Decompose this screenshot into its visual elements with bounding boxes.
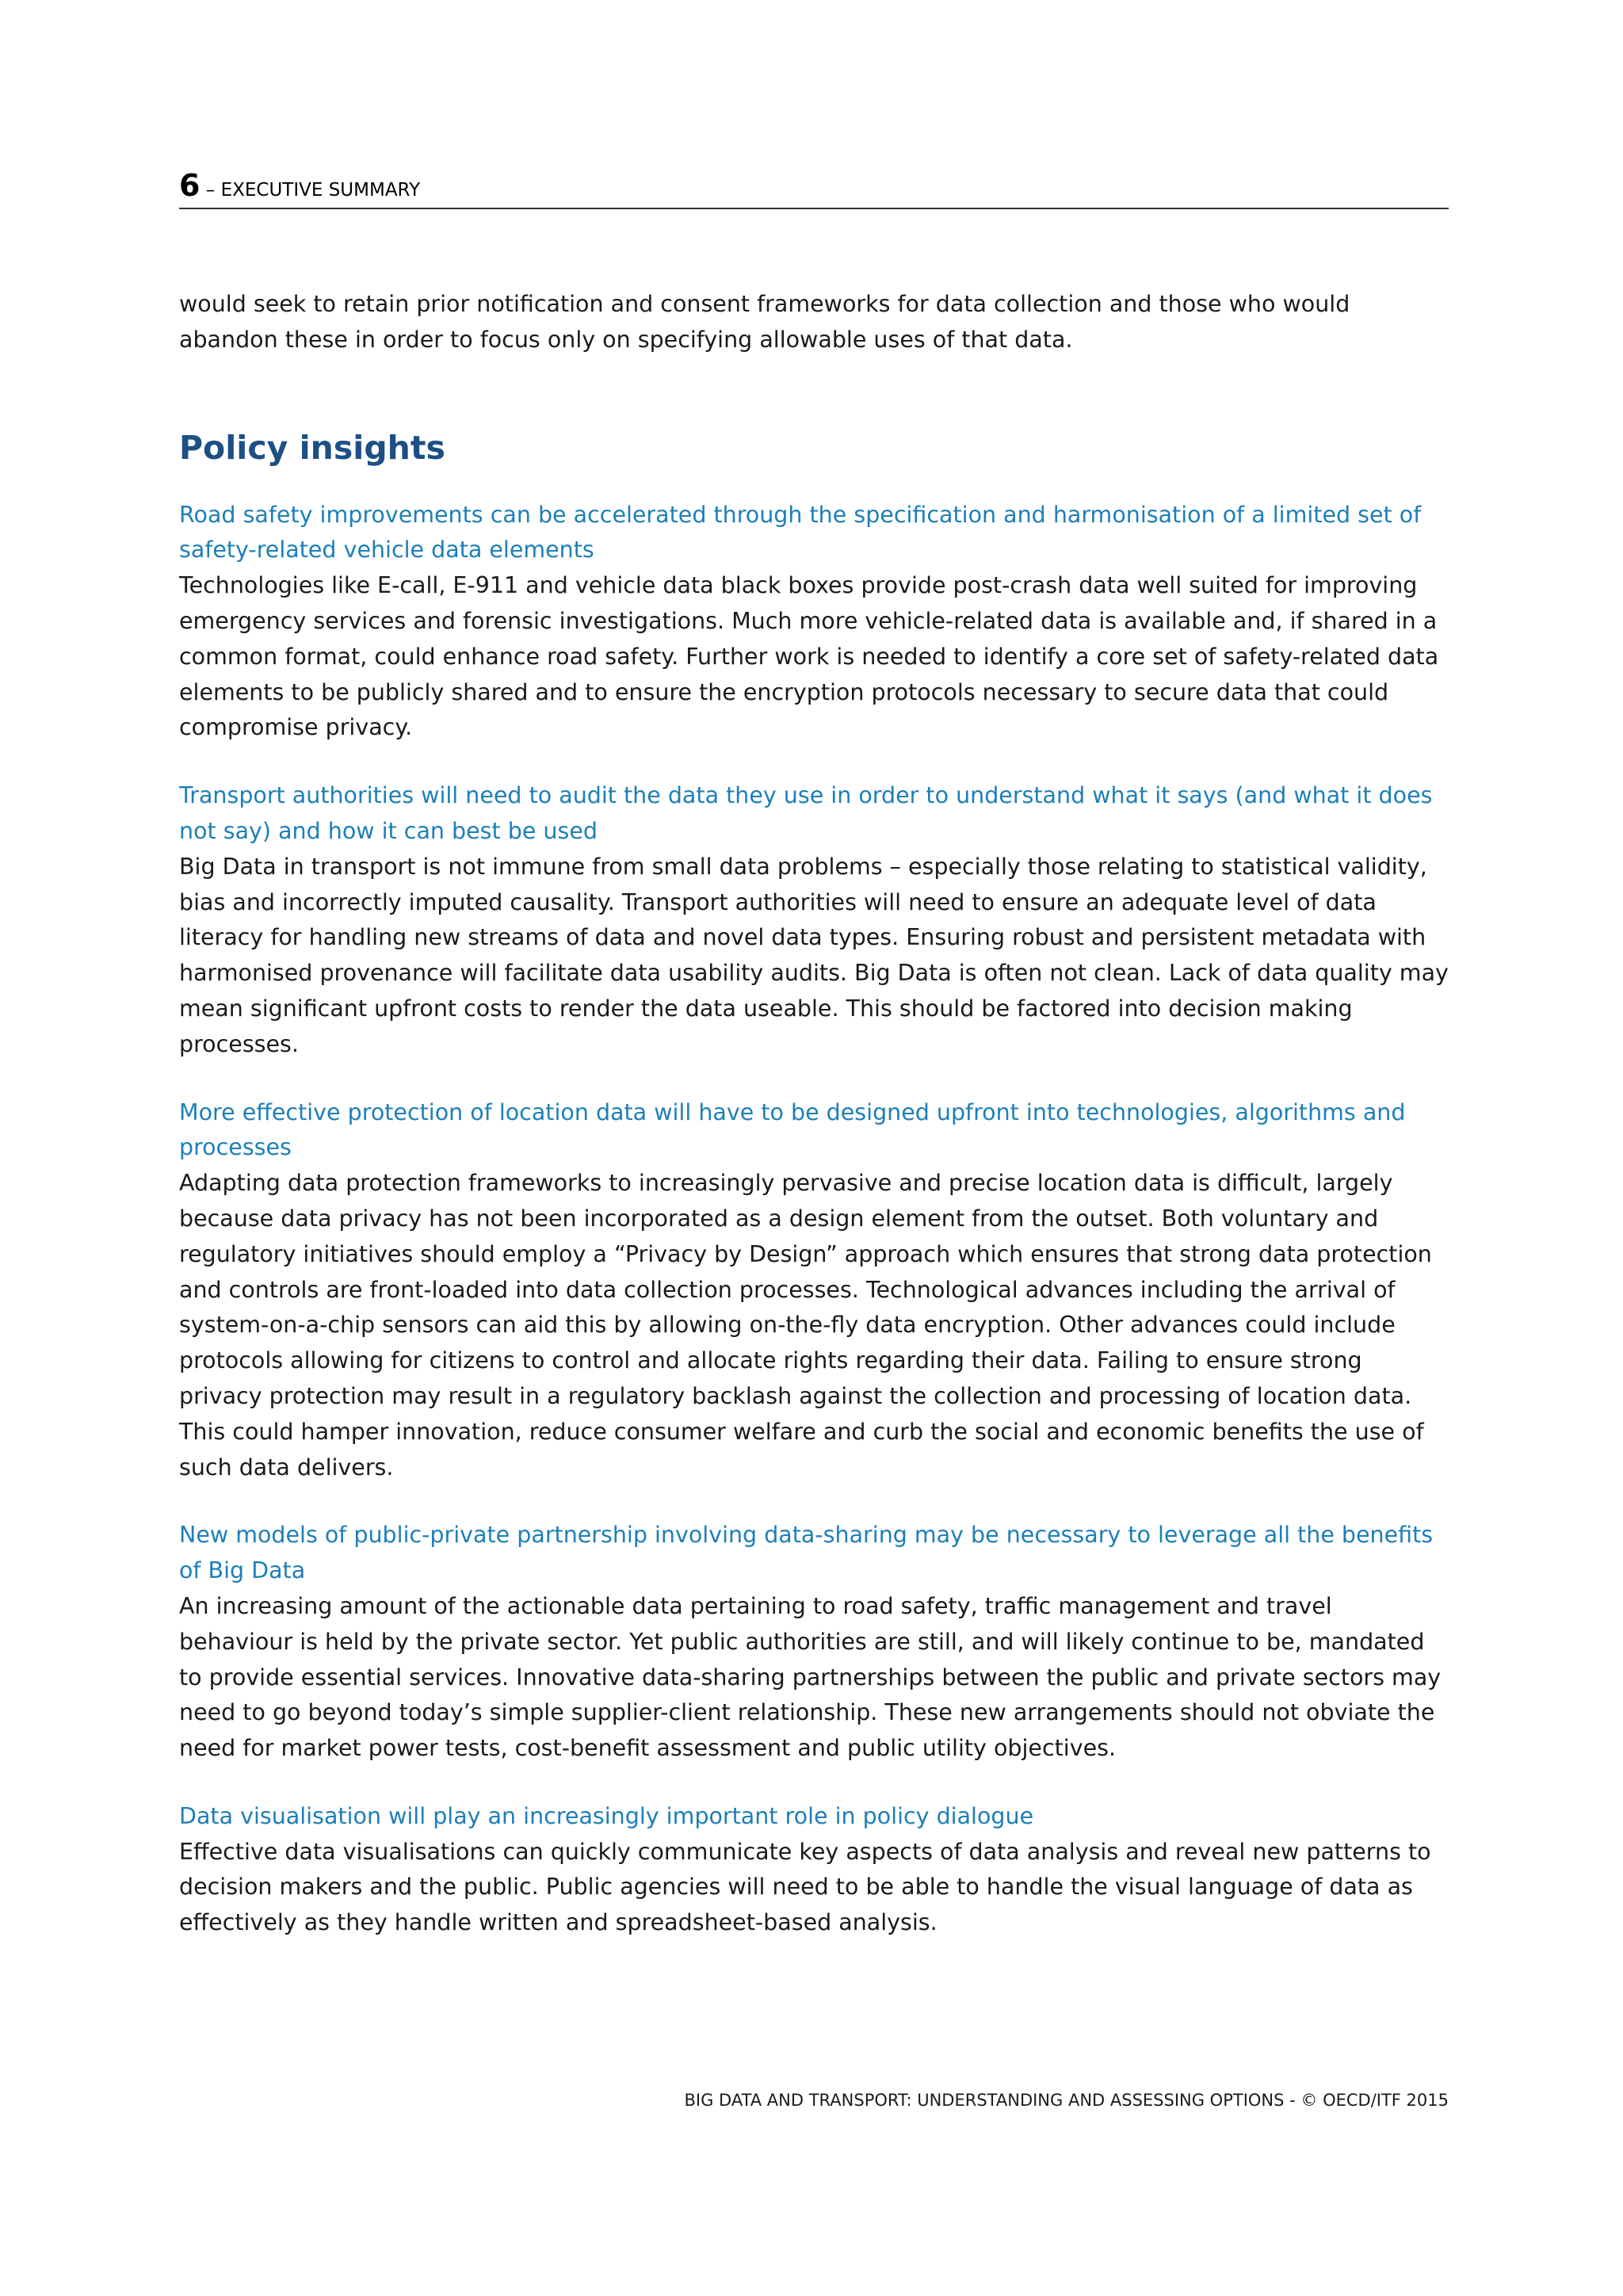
running-header	[179, 168, 1449, 209]
insight-body: An increasing amount of the actionable data pertaining to road safety, traffic management and travel behaviour is held by the private sector. Yet public authorities are still, and will likely continue to be, mandated to provide essential services. Innovative data-sharing partnerships between the public and private sectors may need to go beyond today’s simple supplier-client relationship. These new arrangements should not obviate the need for market power tests, cost-benefit assessment and public utility objectives.	[179, 1592, 1442, 1762]
insight-heading: More effective protection of location data will have to be designed upfront into technologies, algorithms and processes	[179, 1098, 1406, 1161]
insight-heading: Transport authorities will need to audit the data they use in order to understand what it says (and what it does not say) and how it can best be used	[179, 782, 1433, 844]
section-title: Policy insights	[179, 428, 445, 467]
policy-insight-location-privacy	[179, 1095, 1449, 1486]
page-content	[179, 287, 1449, 1941]
document-page	[179, 0, 1449, 2296]
policy-insight-data-audit	[179, 778, 1449, 1062]
page-number: 6	[179, 168, 200, 203]
insight-body: Big Data in transport is not immune from small data problems – especially those relating to statistical validity, bias and incorrectly imputed causality. Transport authorities will need to ensure an adequate level of data literacy for handling new streams of data and novel data types. Ensuring robust and persistent metadata with harmonised provenance will facilitate data usability audits. Big Data is often not clean. Lack of data quality may mean significant upfront costs to render the data useable. This should be factored into decision making processes.	[179, 853, 1449, 1057]
insight-heading: Road safety improvements can be accelerated through the specification and harmonisation of a limited set of safety-related vehicle data elements	[179, 501, 1422, 563]
insight-body: Adapting data protection frameworks to increasingly pervasive and precise location data is difficult, largely because data privacy has not been incorporated as a design element from the outset. Both voluntary and regulatory initiatives should employ a “Privacy by Design” approach which ensures that strong data protection and controls are front-loaded into data collection processes. Technological advances including the arrival of system-on-a-chip sensors can aid this by allowing on-the-fly data encryption. Other advances could include protocols allowing for citizens to control and allocate rights regarding their data. Failing to ensure strong privacy protection may result in a regulatory backlash against the collection and processing of location data. This could hamper innovation, reduce consumer welfare and curb the social and economic benefits the use of such data delivers.	[179, 1170, 1432, 1480]
page-footer: BIG DATA AND TRANSPORT: UNDERSTANDING AND ASSESSING OPTIONS - © OECD/ITF 2015	[684, 2091, 1449, 2110]
intro-paragraph: would seek to retain prior notification and consent frameworks for data collection and those who would abandon these in order to focus only on specifying allowable uses of that data.	[179, 291, 1350, 353]
running-header-section-label: – EXECUTIVE SUMMARY	[200, 180, 421, 201]
insight-heading: New models of public-private partnership involving data-sharing may be necessary to leverage all the benefits of Big Data	[179, 1522, 1434, 1584]
insight-body: Effective data visualisations can quickly communicate key aspects of data analysis and reveal new patterns to decision makers and the public. Public agencies will need to be able to handle the visual language of data as effectively as they handle written and spreadsheet-based analysis.	[179, 1838, 1431, 1936]
policy-insight-data-visualisation	[179, 1799, 1449, 1941]
insight-heading: Data visualisation will play an increasingly important role in policy dialogue	[179, 1802, 1034, 1829]
insight-body: Technologies like E-call, E-911 and vehicle data black boxes provide post-crash data well suited for improving emergency services and forensic investigations. Much more vehicle-related data is available and, if shared in a common format, could enhance road safety. Further work is needed to identify a core set of safety-related data elements to be publicly shared and to ensure the encryption protocols necessary to secure data that could compromise privacy.	[179, 572, 1439, 741]
policy-insight-road-safety	[179, 498, 1449, 747]
policy-insight-public-private-partnership	[179, 1518, 1449, 1767]
